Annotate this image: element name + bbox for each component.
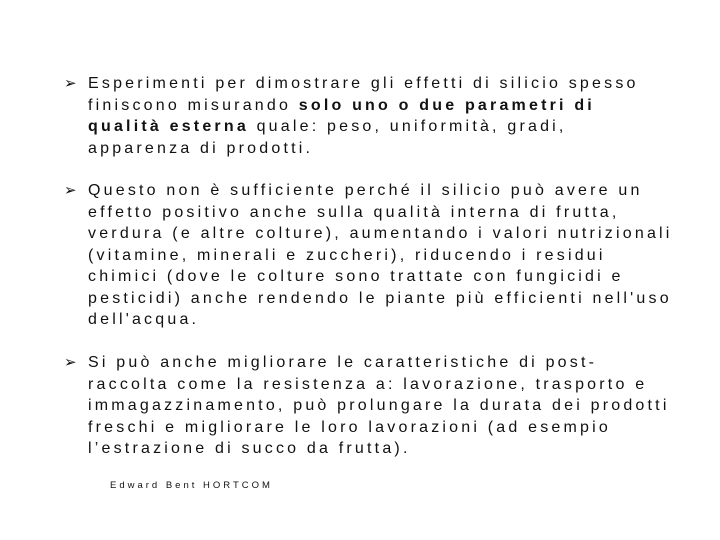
arrow-bullet-icon: ➢ xyxy=(64,354,77,371)
bullet-text-3: Si può anche migliorare le caratteristiche di post-raccolta come la resistenza a: lavorazione, trasporto e immagazzinamento, può prolungare la durata dei prodotti freschi e migliorare le loro lavorazioni (ad esempio l’estrazione di succo da frutta). xyxy=(88,354,670,457)
bullet-item-3 xyxy=(64,352,674,460)
bullet-text-2: Questo non è sufficiente perché il silicio può avere un effetto positivo anche sulla qualità interna di frutta, verdura (e altre colture), aumentando i valori nutrizionali (vitamine, minerali e zuccheri), riducendo i residui chimici (dove le colture sono trattate con fungicidi e pesticidi) anche rendendo le piante più efficienti nell'uso dell'acqua. xyxy=(88,182,673,328)
bullet-item-2 xyxy=(64,180,674,331)
bullet-item-1 xyxy=(64,73,674,159)
bullet-text-1-bold: solo uno o due parametri di qualità esterna xyxy=(88,96,595,135)
bullet-text-1 xyxy=(64,73,674,159)
bullet-text-1-after: quale: peso, uniformità, gradi, apparenza di prodotti. xyxy=(88,118,567,157)
footer-author: Edward Bent HORTCOM xyxy=(110,480,273,491)
bullet-text-1-before: Esperimenti per dimostrare gli effetti di silicio spesso finiscono misurando xyxy=(88,75,639,114)
arrow-bullet-icon: ➢ xyxy=(64,75,77,92)
arrow-bullet-icon: ➢ xyxy=(64,182,77,199)
